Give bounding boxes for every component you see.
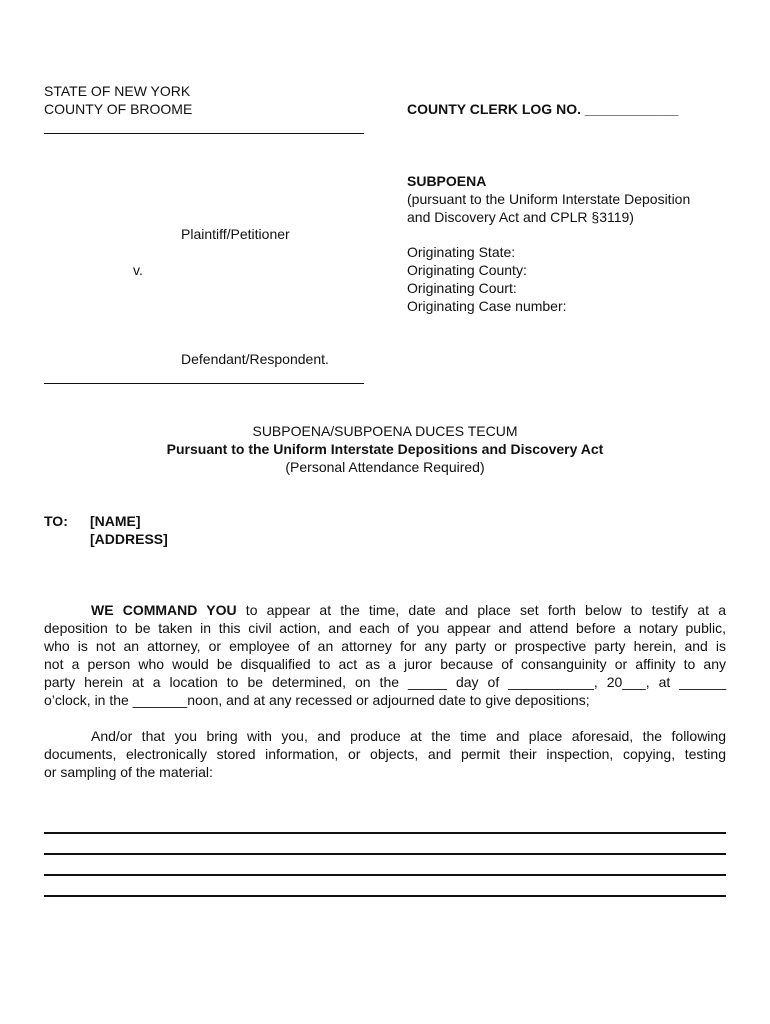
command-line-4: not a person who would be disqualified to act as a juror because of consanguinity or affinity to any <box>44 656 726 672</box>
versus-label: v. <box>133 262 143 278</box>
documents-line-2: documents, electronically stored information, or objects, and permit their inspection, copying, testing <box>44 746 726 762</box>
pursuant-act-heading: Pursuant to the Uniform Interstate Depositions and Discovery Act <box>166 441 604 457</box>
recipient-address: [ADDRESS] <box>90 531 168 547</box>
caption-bottom-rule <box>44 383 364 384</box>
material-line-2 <box>44 853 726 855</box>
personal-attendance-note: (Personal Attendance Required) <box>285 459 485 475</box>
documents-paragraph <box>44 727 726 781</box>
subpoena-title: SUBPOENA <box>407 173 487 189</box>
originating-state: Originating State: <box>407 244 516 260</box>
county-clerk-log-number: COUNTY CLERK LOG NO. ____________ <box>407 101 679 117</box>
documents-line-3: or sampling of the material: <box>44 764 213 780</box>
to-label: TO: <box>44 513 68 529</box>
command-line-1 <box>44 601 726 619</box>
originating-county: Originating County: <box>407 262 527 278</box>
originating-case-number: Originating Case number: <box>407 298 567 314</box>
material-line-3 <box>44 874 726 876</box>
caption-top-rule <box>44 133 364 134</box>
documents-line-1: And/or that you bring with you, and produce at the time and place aforesaid, the following <box>91 728 726 744</box>
recipient-name: [NAME] <box>90 513 141 529</box>
command-line-5: party herein at a location to be determined, on the _____ day of ___________, 20___, at ______ <box>44 674 726 690</box>
material-line-1 <box>44 832 726 834</box>
county-line: COUNTY OF BROOME <box>44 101 193 117</box>
command-lead: WE COMMAND YOU <box>91 602 237 618</box>
material-line-4 <box>44 895 726 897</box>
originating-court: Originating Court: <box>407 280 517 296</box>
command-line-6: o’clock, in the _______noon, and at any recessed or adjourned date to give depositions; <box>44 692 590 708</box>
command-line-1-text: to appear at the time, date and place set forth below to testify at a <box>236 602 726 618</box>
command-paragraph <box>44 601 726 709</box>
command-line-2: deposition to be taken in this civil action, and each of you appear and attend before a notary public, <box>44 620 726 636</box>
pursuant-line-2: and Discovery Act and CPLR §3119) <box>407 209 634 225</box>
defendant-label: Defendant/Respondent. <box>181 351 329 367</box>
pursuant-line-1: (pursuant to the Uniform Interstate Deposition <box>407 191 691 207</box>
plaintiff-label: Plaintiff/Petitioner <box>181 226 290 242</box>
subpoena-duces-tecum-heading: SUBPOENA/SUBPOENA DUCES TECUM <box>252 423 518 439</box>
state-line: STATE OF NEW YORK <box>44 83 191 99</box>
command-line-3: who is not an attorney, or employee of an attorney for any party or prospective party herein, and is <box>44 638 726 654</box>
